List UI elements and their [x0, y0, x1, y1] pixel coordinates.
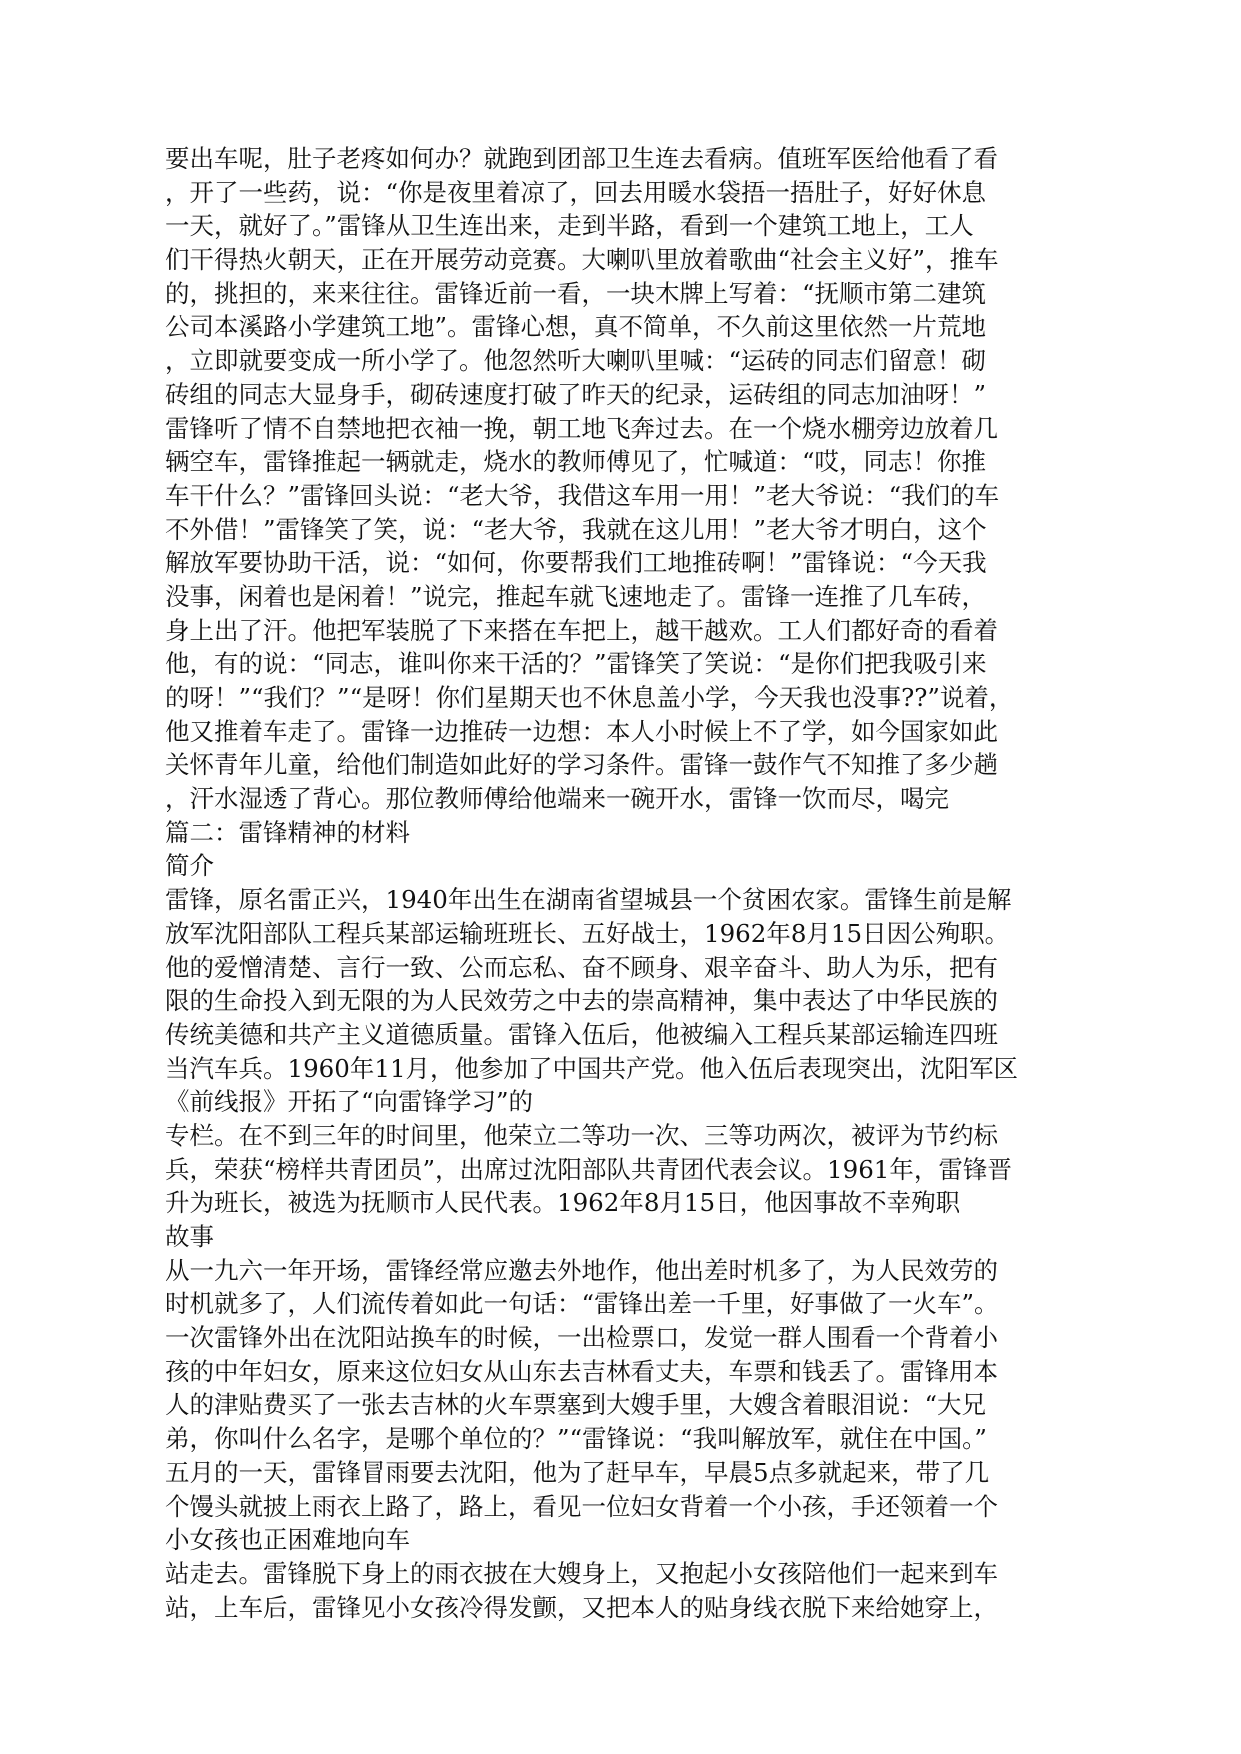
subsection-heading: 故事 — [165, 1222, 214, 1251]
subsection-heading: 简介 — [165, 851, 214, 881]
text-line: 雷锋，原名雷正兴，1940年出生在湖南省望城县一个贫困农家。雷锋生前是解 — [165, 885, 1012, 915]
text-line: 升为班长，被选为抚顺市人民代表。1962年8月15日，他因事故不幸殉职 — [165, 1188, 961, 1218]
document-page — [165, 142, 1080, 1624]
text-line: 他，有的说：“同志，谁叫你来干活的？”雷锋笑了笑说：“是你们把我吸引来 — [165, 649, 987, 679]
text-line: 小女孩也正困难地向车 — [165, 1525, 410, 1555]
text-line: ，汗水湿透了背心。那位教师傅给他端来一碗开水，雷锋一饮而尽，喝完 — [165, 784, 949, 814]
text-line: 们干得热火朝天，正在开展劳动竞赛。大喇叭里放着歌曲“社会主义好”，推车 — [165, 245, 999, 275]
text-line: 《前线报》开拓了“向雷锋学习”的 — [165, 1087, 534, 1117]
text-line: 从一九六一年开场，雷锋经常应邀去外地作，他出差时机多了，为人民效劳的 — [165, 1255, 998, 1285]
text-line: 他又推着车走了。雷锋一边推砖一边想：本人小时候上不了学，如今国家如此 — [165, 716, 998, 746]
text-line: 个馒头就披上雨衣上路了，路上，看见一位妇女背着一个小孩，手还领着一个 — [165, 1491, 998, 1521]
text-line: 当汽车兵。1960年11月，他参加了中国共产党。他入伍后表现突出，沈阳军区 — [165, 1053, 1019, 1083]
text-line: 雷锋听了情不自禁地把衣袖一挽，朝工地飞奔过去。在一个烧水棚旁边放着几 — [165, 413, 998, 443]
text-line: 兵，荣获“榜样共青团员”，出席过沈阳部队共青团代表会议。1961年，雷锋晋 — [165, 1154, 1012, 1184]
text-line: 的呀！”“我们？”“是呀！你们星期天也不休息盖小学，今天我也没事??”说着， — [165, 683, 1014, 712]
text-line: 关怀青年儿童，给他们制造如此好的学习条件。雷锋一鼓作气不知推了多少趟 — [165, 750, 998, 780]
text-line: 限的生命投入到无限的为人民效劳之中去的崇高精神，集中表达了中华民族的 — [165, 986, 998, 1016]
text-line: 弟，你叫什么名字，是哪个单位的？”“雷锋说：“我叫解放军，就住在中国。” — [165, 1424, 987, 1454]
text-line: 时机就多了，人们流传着如此一句话：“雷锋出差一千里，好事做了一火车”。 — [165, 1289, 999, 1319]
text-line: 他的爱憎清楚、言行一致、公而忘私、奋不顾身、艰辛奋斗、助人为乐，把有 — [165, 952, 998, 982]
text-line: 要出车呢，肚子老疼如何办？就跑到团部卫生连去看病。值班军医给他看了看 — [165, 144, 998, 173]
text-line: 一次雷锋外出在沈阳站换车的时候，一出检票口，发觉一群人围看一个背着小 — [165, 1323, 998, 1353]
text-line: 放军沈阳部队工程兵某部运输班班长、五好战士，1962年8月15日因公殉职。 — [165, 918, 1010, 948]
text-line: 身上出了汗。他把军装脱了下来搭在车把上，越干越欢。工人们都好奇的看着 — [165, 615, 998, 645]
text-line: 的，挑担的，来来往往。雷锋近前一看，一块木牌上写着：“抚顺市第二建筑 — [165, 278, 987, 308]
section-heading: 篇二：雷锋精神的材料 — [165, 817, 410, 847]
text-line: ，开了一些药，说：“你是夜里着凉了，回去用暖水袋捂一捂肚子，好好休息 — [165, 177, 987, 207]
text-line: 站走去。雷锋脱下身上的雨衣披在大嫂身上，又抱起小女孩陪他们一起来到车 — [165, 1558, 998, 1588]
text-line: 不外借！”雷锋笑了笑，说：“老大爷，我就在这儿用！”老大爷才明白，这个 — [165, 514, 987, 544]
text-line: 一天，就好了。”雷锋从卫生连出来，走到半路，看到一个建筑工地上，工人 — [165, 211, 974, 241]
text-line: ，立即就要变成一所小学了。他忽然听大喇叭里喊：“运砖的同志们留意！砌 — [165, 346, 987, 376]
text-line: 解放军要协助干活，说：“如何，你要帮我们工地推砖啊！”雷锋说：“今天我 — [165, 548, 987, 578]
text-line: 站，上车后，雷锋见小女孩冷得发颤，又把本人的贴身线衣脱下来给她穿上， — [165, 1592, 998, 1622]
text-line: 辆空车，雷锋推起一辆就走，烧水的教师傅见了，忙喊道：“哎，同志！你推 — [165, 447, 987, 477]
text-line: 公司本溪路小学建筑工地”。雷锋心想，真不简单，不久前这里依然一片荒地 — [165, 312, 987, 342]
text-line: 砖组的同志大显身手，砌砖速度打破了昨天的纪录，运砖组的同志加油呀！” — [165, 379, 987, 409]
text-line: 专栏。在不到三年的时间里，他荣立二等功一次、三等功两次，被评为节约标 — [165, 1120, 998, 1150]
text-line: 孩的中年妇女，原来这位妇女从山东去吉林看丈夫，车票和钱丢了。雷锋用本 — [165, 1356, 998, 1386]
text-line: 人的津贴费买了一张去吉林的火车票塞到大嫂手里，大嫂含着眼泪说：“大兄 — [165, 1390, 987, 1420]
text-line: 没事，闲着也是闲着！”说完，推起车就飞速地走了。雷锋一连推了几车砖， — [165, 581, 987, 611]
text-line: 传统美德和共产主义道德质量。雷锋入伍后，他被编入工程兵某部运输连四班 — [165, 1019, 998, 1049]
text-line: 车干什么？”雷锋回头说：“老大爷，我借这车用一用！”老大爷说：“我们的车 — [165, 480, 1000, 510]
text-line: 五月的一天，雷锋冒雨要去沈阳，他为了赶早车，早晨5点多就起来，带了几 — [165, 1457, 990, 1487]
